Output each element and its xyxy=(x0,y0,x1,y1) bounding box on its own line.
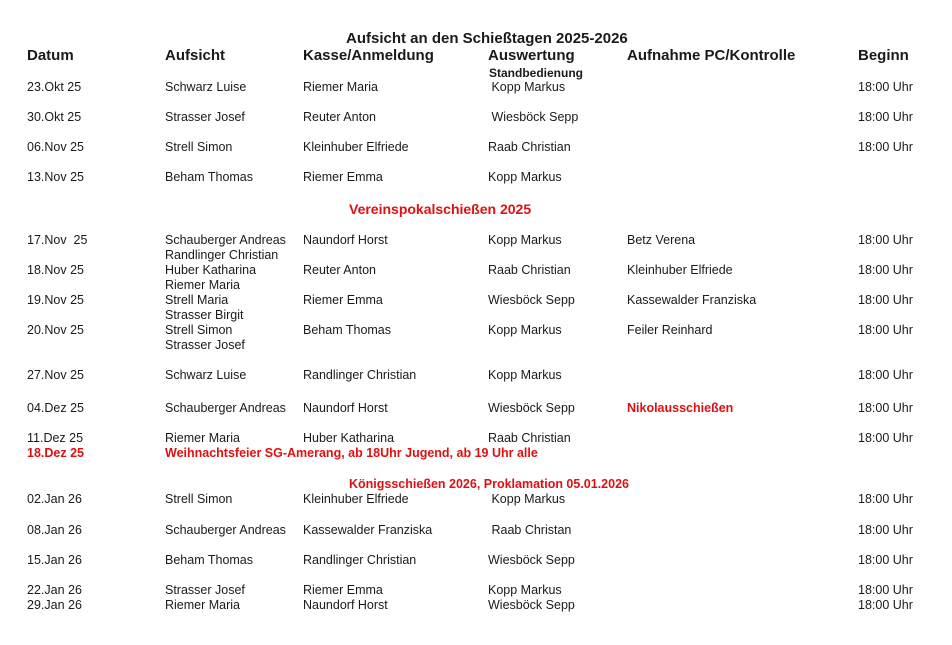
cell-aufsicht-second: Riemer Maria xyxy=(165,278,241,292)
cell-auswertung: Kopp Markus xyxy=(488,323,562,337)
cell-date: 02.Jan 26 xyxy=(27,492,82,506)
cell-date: 18.Nov 25 xyxy=(27,263,84,277)
cell-kasse: Kleinhuber Elfriede xyxy=(303,492,409,506)
cell-beginn: 18:00 Uhr xyxy=(858,293,913,307)
cell-kasse: Beham Thomas xyxy=(303,323,392,337)
cell-aufsicht: Schwarz Luise xyxy=(165,368,247,382)
cell-aufnahme: Kleinhuber Elfriede xyxy=(627,263,733,277)
cell-auswertung: Kopp Markus xyxy=(488,368,562,382)
cell-kasse: Naundorf Horst xyxy=(303,401,388,415)
cell-aufsicht: Strell Maria xyxy=(165,293,229,307)
cell-date: 17.Nov 25 xyxy=(27,233,88,247)
cell-kasse: Kassewalder Franziska xyxy=(303,523,433,537)
cell-beginn: 18:00 Uhr xyxy=(858,110,913,124)
cell-auswertung: Wiesböck Sepp xyxy=(488,401,575,415)
cell-kasse: Huber Katharina xyxy=(303,431,395,445)
cell-beginn: 18:00 Uhr xyxy=(858,263,913,277)
cell-date: 30.Okt 25 xyxy=(27,110,82,124)
cell-aufsicht: Beham Thomas xyxy=(165,553,254,567)
cell-kasse: Reuter Anton xyxy=(303,110,376,124)
cell-auswertung: Kopp Markus xyxy=(488,492,566,506)
cell-aufsicht: Strell Simon xyxy=(165,323,233,337)
cell-beginn: 18:00 Uhr xyxy=(858,401,913,415)
cell-auswertung: Wiesböck Sepp xyxy=(488,598,575,612)
section-koenigsschiessen: Königsschießen 2026, Proklamation 05.01.2026 xyxy=(349,477,629,491)
cell-aufsicht: Riemer Maria xyxy=(165,431,241,445)
cell-aufsicht: Strasser Josef xyxy=(165,110,245,124)
cell-date: 15.Jan 26 xyxy=(27,553,82,567)
cell-kasse: Kleinhuber Elfriede xyxy=(303,140,409,154)
cell-aufnahme: Feiler Reinhard xyxy=(627,323,713,337)
cell-aufsicht: Riemer Maria xyxy=(165,598,241,612)
cell-aufsicht: Beham Thomas xyxy=(165,170,254,184)
page-title: Aufsicht an den Schießtagen 2025-2026 xyxy=(346,30,628,47)
cell-kasse: Reuter Anton xyxy=(303,263,376,277)
cell-beginn: 18:00 Uhr xyxy=(858,80,913,94)
cell-beginn: 18:00 Uhr xyxy=(858,492,913,506)
cell-aufnahme: Betz Verena xyxy=(627,233,696,247)
cell-aufsicht: Schauberger Andreas xyxy=(165,233,286,247)
cell-kasse: Riemer Emma xyxy=(303,170,383,184)
cell-date: 19.Nov 25 xyxy=(27,293,84,307)
cell-beginn: 18:00 Uhr xyxy=(858,553,913,567)
cell-auswertung: Raab Christian xyxy=(488,431,571,445)
cell-beginn: 18:00 Uhr xyxy=(858,368,913,382)
cell-kasse: Riemer Emma xyxy=(303,293,383,307)
cell-beginn: 18:00 Uhr xyxy=(858,140,913,154)
cell-aufsicht: Schauberger Andreas xyxy=(165,523,286,537)
cell-kasse: Randlinger Christian xyxy=(303,368,417,382)
cell-aufsicht-second: Strasser Birgit xyxy=(165,308,244,322)
event-weihnacht-text: Weihnachtsfeier SG-Amerang, ab 18Uhr Jugend, ab 19 Uhr alle xyxy=(165,446,538,460)
cell-aufsicht-second: Randlinger Christian xyxy=(165,248,279,262)
cell-date: 23.Okt 25 xyxy=(27,80,82,94)
cell-date: 04.Dez 25 xyxy=(27,401,84,415)
cell-auswertung: Wiesböck Sepp xyxy=(488,553,575,567)
header-beginn: Beginn xyxy=(858,47,909,64)
cell-kasse: Randlinger Christian xyxy=(303,553,417,567)
cell-date: 13.Nov 25 xyxy=(27,170,84,184)
cell-beginn: 18:00 Uhr xyxy=(858,583,913,597)
cell-aufsicht: Strell Simon xyxy=(165,492,233,506)
cell-beginn: 18:00 Uhr xyxy=(858,233,913,247)
cell-date: 20.Nov 25 xyxy=(27,323,84,337)
cell-aufsicht-second: Strasser Josef xyxy=(165,338,245,352)
cell-aufsicht: Strell Simon xyxy=(165,140,233,154)
cell-auswertung: Kopp Markus xyxy=(488,170,562,184)
event-nikolaus: Nikolausschießen xyxy=(627,401,734,415)
cell-kasse: Naundorf Horst xyxy=(303,233,388,247)
cell-beginn: 18:00 Uhr xyxy=(858,431,913,445)
cell-auswertung: Raab Christian xyxy=(488,140,571,154)
cell-date: 06.Nov 25 xyxy=(27,140,84,154)
cell-auswertung: Kopp Markus xyxy=(488,80,566,94)
cell-kasse: Naundorf Horst xyxy=(303,598,388,612)
cell-aufsicht: Schwarz Luise xyxy=(165,80,247,94)
cell-auswertung: Kopp Markus xyxy=(488,583,562,597)
header-datum: Datum xyxy=(27,47,74,64)
cell-kasse: Riemer Emma xyxy=(303,583,383,597)
section-vereinspokal: Vereinspokalschießen 2025 xyxy=(349,201,532,217)
header-aufnahme: Aufnahme PC/Kontrolle xyxy=(627,47,796,64)
event-weihnacht-date: 18.Dez 25 xyxy=(27,446,84,460)
cell-date: 22.Jan 26 xyxy=(27,583,82,597)
header-kasse: Kasse/Anmeldung xyxy=(303,47,434,64)
cell-kasse: Riemer Maria xyxy=(303,80,379,94)
cell-aufnahme: Kassewalder Franziska xyxy=(627,293,757,307)
cell-auswertung: Raab Christan xyxy=(488,523,572,537)
cell-auswertung: Wiesböck Sepp xyxy=(488,293,575,307)
cell-auswertung: Kopp Markus xyxy=(488,233,562,247)
header-aufsicht: Aufsicht xyxy=(165,47,225,64)
header-auswertung: Auswertung xyxy=(488,47,575,64)
cell-date: 29.Jan 26 xyxy=(27,598,82,612)
cell-date: 08.Jan 26 xyxy=(27,523,82,537)
cell-beginn: 18:00 Uhr xyxy=(858,523,913,537)
cell-date: 11.Dez 25 xyxy=(27,431,84,445)
cell-aufsicht: Strasser Josef xyxy=(165,583,245,597)
header-standbedienung: Standbedienung xyxy=(489,66,583,80)
cell-aufsicht: Huber Katharina xyxy=(165,263,257,277)
cell-auswertung: Raab Christian xyxy=(488,263,571,277)
cell-beginn: 18:00 Uhr xyxy=(858,323,913,337)
cell-beginn: 18:00 Uhr xyxy=(858,598,913,612)
cell-date: 27.Nov 25 xyxy=(27,368,84,382)
cell-aufsicht: Schauberger Andreas xyxy=(165,401,286,415)
cell-auswertung: Wiesböck Sepp xyxy=(488,110,579,124)
